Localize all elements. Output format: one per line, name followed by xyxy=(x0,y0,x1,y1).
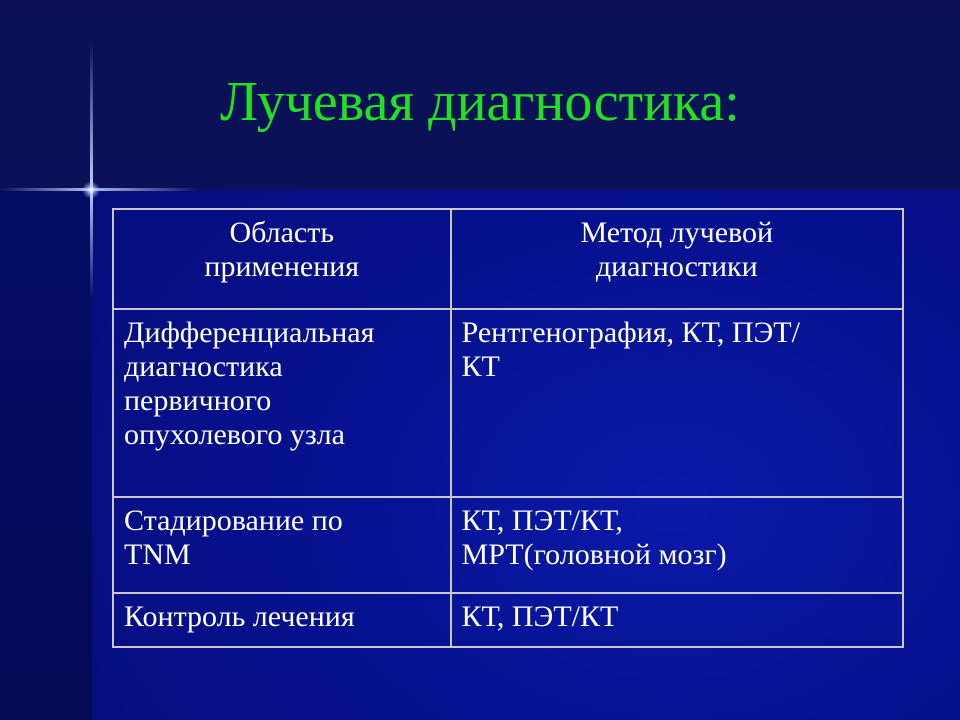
method-cell xyxy=(451,497,903,593)
area-line: TNM xyxy=(124,538,191,571)
table-row xyxy=(113,309,903,497)
method-line: КТ xyxy=(461,350,500,383)
area-cell xyxy=(113,497,451,593)
sparkle-star-icon xyxy=(82,181,100,199)
method-cell xyxy=(451,309,903,497)
area-line: опухолевого узла xyxy=(124,418,345,451)
area-line: Контроль лечения xyxy=(124,600,355,633)
area-line: Стадирование по xyxy=(124,504,343,537)
method-line: МРТ(головной мозг) xyxy=(461,538,727,571)
area-cell xyxy=(113,593,451,647)
area-line: диагностика xyxy=(124,350,283,383)
header-cell-area xyxy=(113,209,451,309)
diagnostics-table xyxy=(112,208,904,648)
area-line: первичного xyxy=(124,384,272,417)
area-line: Дифференциальная xyxy=(124,316,375,349)
header-area-line: Область xyxy=(229,216,335,249)
header-area-line: применения xyxy=(204,250,360,283)
table-row xyxy=(113,593,903,647)
method-cell xyxy=(451,593,903,647)
slide-title: Лучевая диагностика: xyxy=(220,71,740,133)
header-cell-method xyxy=(451,209,903,309)
method-line: КТ, ПЭТ/КТ xyxy=(461,600,619,633)
header-method-line: Метод лучевой xyxy=(580,216,774,249)
table-header-row xyxy=(113,209,903,309)
method-line: КТ, ПЭТ/КТ, xyxy=(461,504,623,537)
header-method-line: диагностики xyxy=(595,250,758,283)
method-line: Рентгенография, КТ, ПЭТ/ xyxy=(461,316,800,349)
area-cell xyxy=(113,309,451,497)
left-background-band xyxy=(0,190,92,720)
table-row xyxy=(113,497,903,593)
sparkle-horizontal-ray xyxy=(0,188,200,191)
